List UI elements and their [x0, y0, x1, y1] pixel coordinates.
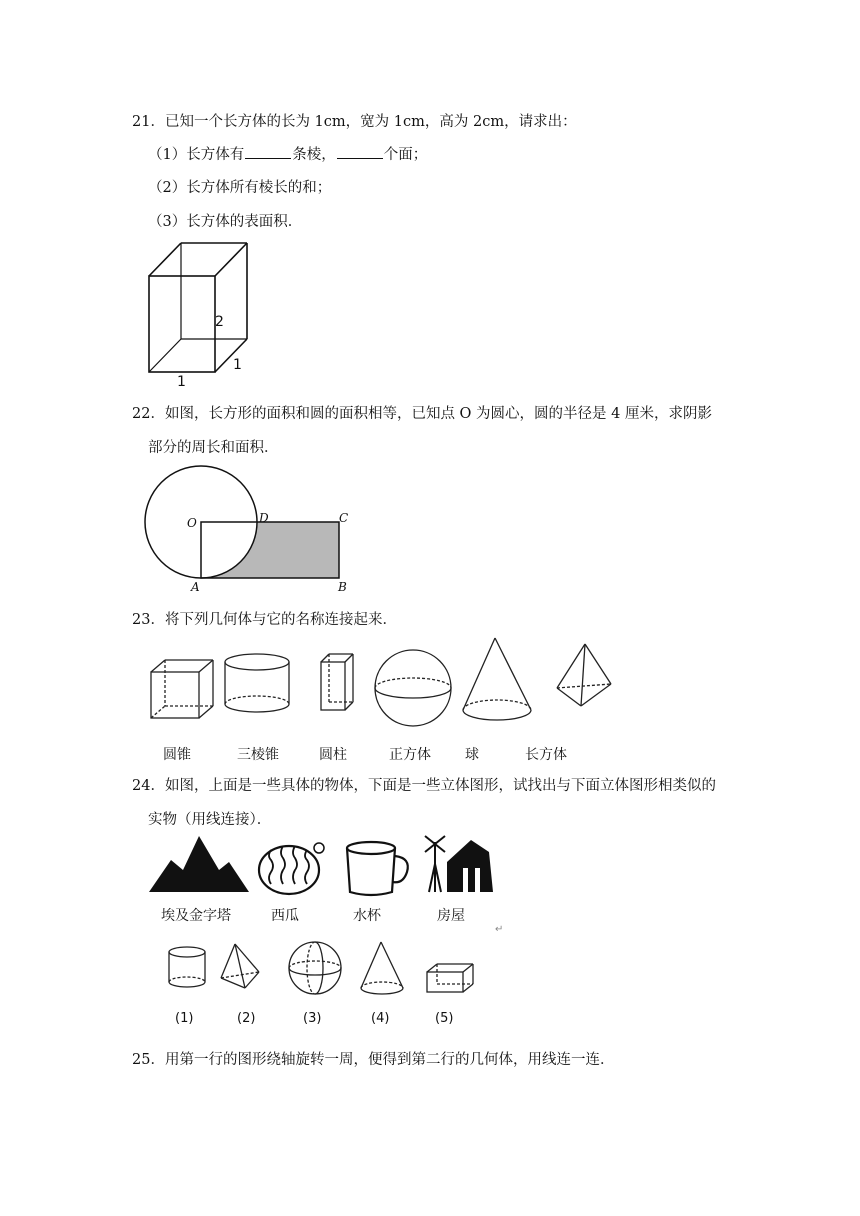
- q25-stem: 25．用第一行的图形绕轴旋转一周，便得到第二行的几何体，用线连一连．: [132, 1052, 615, 1068]
- name-cylinder: 圆柱: [319, 747, 347, 763]
- label-C: C: [339, 511, 349, 525]
- cuboid-width-label: 1: [233, 357, 242, 373]
- name-cone: 圆锥: [163, 747, 191, 763]
- shape-label-3: (3): [303, 1011, 322, 1026]
- objects-and-shapes-figure: [145, 832, 525, 1032]
- name-sphere: 球: [465, 747, 479, 763]
- return-mark: ↵: [495, 924, 504, 935]
- cuboid-length-label: 1: [177, 374, 186, 390]
- cup-object-icon: [347, 842, 408, 895]
- q21-part2: （2）长方体所有棱长的和；: [148, 180, 332, 196]
- q21-part1: [148, 144, 427, 165]
- label-O: O: [187, 516, 197, 530]
- cone-shape: [463, 638, 531, 720]
- label-A: A: [191, 580, 200, 594]
- shape-3-sphere: [289, 942, 341, 994]
- cuboid-height-label: 2: [215, 314, 224, 330]
- cube-shape: [151, 660, 213, 718]
- shape-2-pyramid: [221, 944, 259, 988]
- cuboid-figure: [145, 240, 265, 390]
- shaded-region: [201, 522, 339, 578]
- q23-stem: 23．将下列几何体与它的名称连接起来．: [132, 612, 397, 628]
- solids-figure: [145, 636, 615, 766]
- name-cuboid: 长方体: [525, 747, 567, 763]
- q22-stem-1: 22．如图，长方形的面积和圆的面积相等，已知点 O 为圆心，圆的半径是 4 厘米，求阴影: [132, 406, 712, 422]
- label-B: B: [338, 580, 347, 594]
- q21-part1-text-c: 个面；: [383, 147, 428, 163]
- q24-stem-1: 24．如图，上面是一些具体的物体，下面是一些立体图形，试找出与下面立体图形相类似的: [132, 778, 716, 794]
- name-cube: 正方体: [389, 747, 431, 763]
- pyramid-object-icon: [149, 836, 249, 892]
- watermelon-object-icon: [259, 843, 324, 894]
- object-label-watermelon: 西瓜: [271, 908, 299, 924]
- cuboid-front-face: [149, 276, 215, 372]
- q22-stem-2: 部分的周长和面积．: [148, 440, 279, 456]
- shape-label-4: (4): [371, 1011, 390, 1026]
- cylinder-shape: [225, 654, 289, 712]
- shape-1-cylinder: [169, 947, 205, 987]
- shape-5-cuboid: [427, 964, 473, 992]
- shape-label-1: (1): [175, 1011, 194, 1026]
- q21-part1-text-a: （1）长方体有: [148, 147, 245, 163]
- q21-part1-text-b: 条棱，: [292, 147, 336, 163]
- object-label-cup: 水杯: [353, 908, 381, 924]
- house-object-icon: [425, 836, 493, 892]
- triangular-pyramid-shape: [557, 644, 611, 706]
- object-label-pyramid: 埃及金字塔: [161, 908, 231, 924]
- name-triangular-pyramid: 三棱锥: [237, 747, 279, 763]
- shape-label-2: (2): [237, 1011, 256, 1026]
- object-label-house: 房屋: [437, 908, 465, 924]
- shape-label-5: (5): [435, 1011, 454, 1026]
- shape-4-cone: [361, 942, 403, 994]
- answer-blank-faces[interactable]: [337, 144, 383, 159]
- tall-cuboid-shape: [321, 654, 353, 710]
- circle-rectangle-figure: [145, 470, 365, 600]
- q21-part3: （3）长方体的表面积．: [148, 214, 303, 230]
- label-D: D: [259, 511, 269, 525]
- q24-stem-2: 实物（用线连接）．: [148, 812, 272, 828]
- sphere-shape: [375, 650, 451, 726]
- q21-stem: 21．已知一个长方体的长为 1cm，宽为 1cm，高为 2cm，请求出：: [132, 114, 577, 130]
- answer-blank-edges[interactable]: [245, 144, 291, 159]
